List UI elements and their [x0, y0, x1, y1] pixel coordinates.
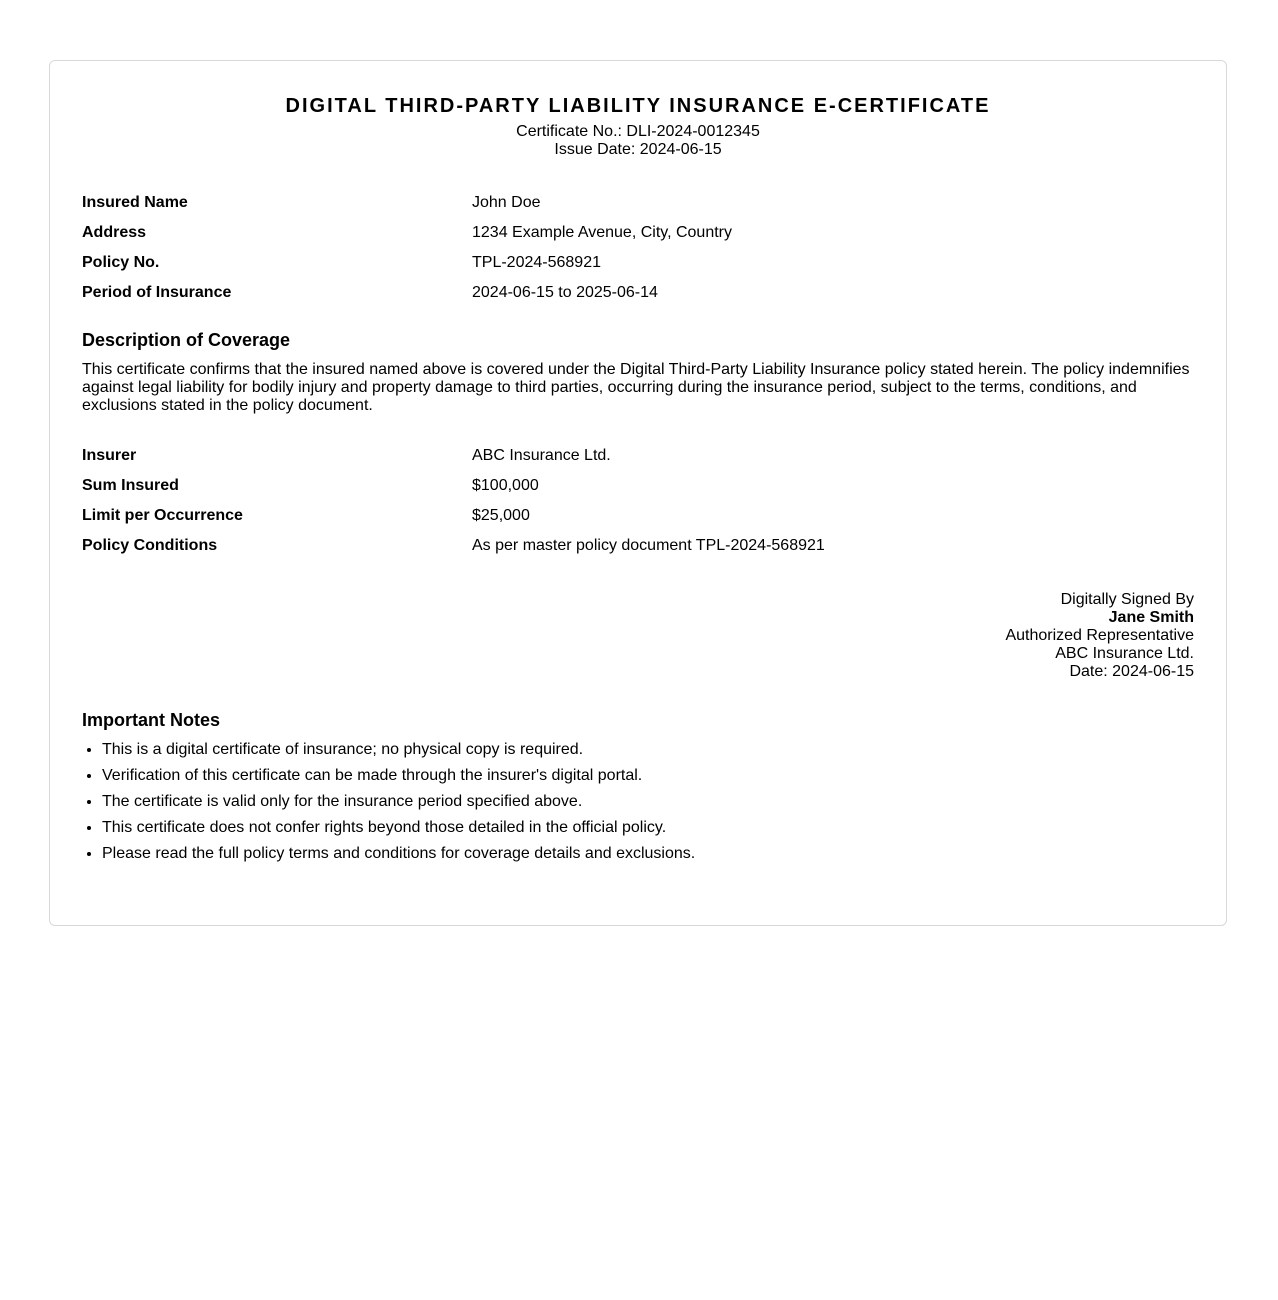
signed-by-label: Digitally Signed By	[1060, 591, 1194, 608]
signatory-company: ABC Insurance Ltd.	[1055, 645, 1194, 662]
coverage-heading: Description of Coverage	[82, 330, 291, 350]
insured-name-row	[82, 188, 1194, 218]
signatory-name: Jane Smith	[1108, 609, 1194, 626]
period-value: 2024-06-15 to 2025-06-14	[472, 284, 658, 301]
policy-number-label: Policy No.	[82, 254, 160, 271]
insured-details-table	[82, 188, 1194, 308]
note-item: • Verification of this certificate can be made through the insurer's digital portal.	[102, 763, 695, 789]
sum-insured-row	[82, 471, 1194, 501]
certificate-number: Certificate No.: DLI-2024-0012345	[516, 123, 760, 140]
certificate-title: DIGITAL THIRD-PARTY LIABILITY INSURANCE E-CERTIFICATE	[285, 95, 991, 117]
note-item: • This certificate does not confer rights beyond those detailed in the official policy.	[102, 815, 695, 841]
limit-value: $25,000	[472, 507, 530, 524]
policy-conditions-value: As per master policy document TPL-2024-568921	[472, 537, 825, 554]
notes-list	[82, 737, 695, 867]
issue-date: Issue Date: 2024-06-15	[554, 141, 722, 158]
certificate-card	[49, 60, 1227, 926]
note-item: • The certificate is valid only for the insurance period specified above.	[102, 789, 695, 815]
insurer-value: ABC Insurance Ltd.	[472, 447, 611, 464]
period-label: Period of Insurance	[82, 284, 232, 301]
policy-conditions-row	[82, 531, 1194, 561]
address-value: 1234 Example Avenue, City, Country	[472, 224, 732, 241]
insurer-details-table	[82, 441, 1194, 561]
policy-conditions-label: Policy Conditions	[82, 537, 218, 554]
signatory-role: Authorized Representative	[1005, 627, 1194, 644]
policy-number-row	[82, 248, 1194, 278]
address-row	[82, 218, 1194, 248]
sum-insured-label: Sum Insured	[82, 477, 179, 494]
period-row	[82, 278, 1194, 308]
certificate-meta	[82, 123, 1194, 159]
limit-label: Limit per Occurrence	[82, 507, 243, 524]
notes-heading: Important Notes	[82, 710, 221, 730]
insured-name-value: John Doe	[472, 194, 541, 211]
policy-number-value: TPL-2024-568921	[472, 254, 601, 271]
insured-name-label: Insured Name	[82, 194, 188, 211]
insurer-label: Insurer	[82, 447, 137, 464]
coverage-description: This certificate confirms that the insured named above is covered under the Digital Third-Party Liability Insurance policy stated herein. The policy indemnifies against legal liability for bodily injury and property damage to third parties, occurring during the insurance period, subject to the terms, conditions, and exclusions stated in the policy document.	[82, 361, 1190, 414]
note-item: • Please read the full policy terms and conditions for coverage details and exclusions.	[102, 841, 695, 867]
sum-insured-value: $100,000	[472, 477, 539, 494]
signature-date: Date: 2024-06-15	[1069, 663, 1194, 680]
address-label: Address	[82, 224, 147, 241]
signature-block	[1005, 591, 1194, 681]
insurer-row	[82, 441, 1194, 471]
limit-row	[82, 501, 1194, 531]
note-item: • This is a digital certificate of insurance; no physical copy is required.	[102, 737, 695, 763]
